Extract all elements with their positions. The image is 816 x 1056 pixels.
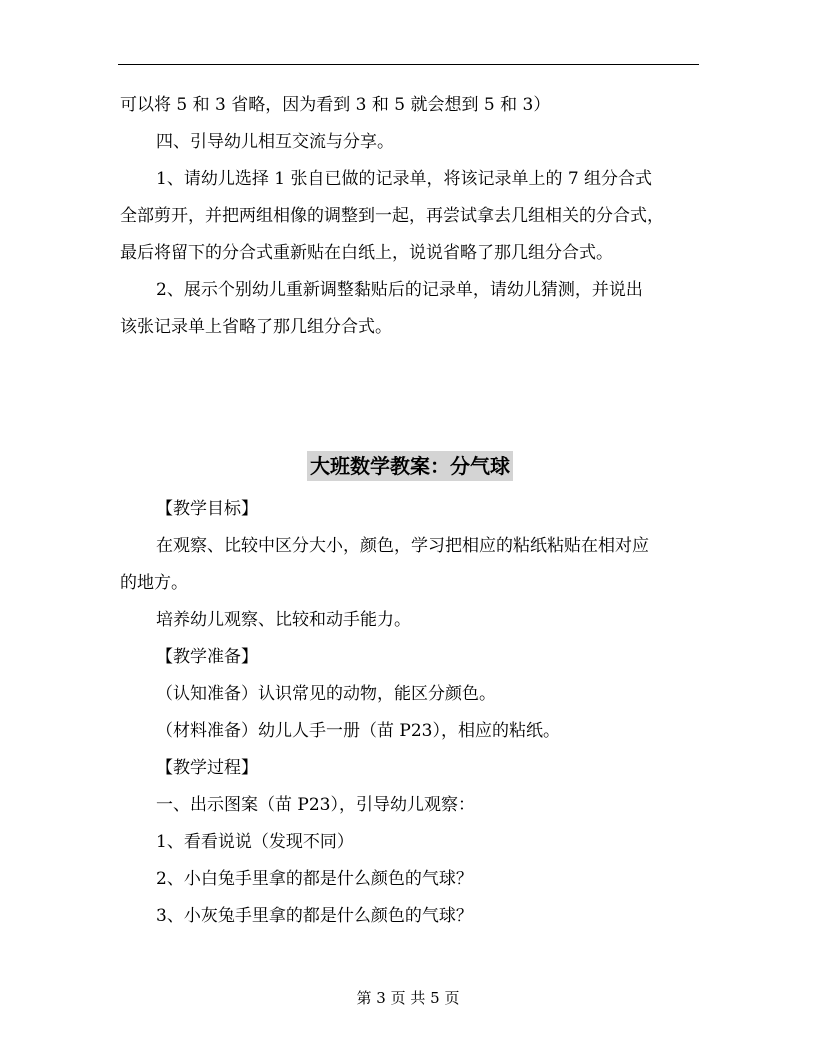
paragraph-line: 在观察、比较中区分大小，颜色，学习把相应的粘纸粘贴在相对应 xyxy=(156,536,649,556)
paragraph-line: 全部剪开，并把两组相像的调整到一起，再尝试拿去几组相关的分合式， xyxy=(120,206,664,226)
paragraph-line: 该张记录单上省略了那几组分合式。 xyxy=(120,317,392,337)
paragraph-line: 四、引导幼儿相互交流与分享。 xyxy=(156,132,394,152)
paragraph-line: （认知准备）认识常见的动物，能区分颜色。 xyxy=(156,684,496,704)
section-heading: 【教学过程】 xyxy=(156,758,258,778)
paragraph-line: 1、请幼儿选择 1 张自已做的记录单，将该记录单上的 7 组分合式 xyxy=(156,169,653,189)
paragraph-line: 3、小灰兔手里拿的都是什么颜色的气球？ xyxy=(156,906,473,926)
section-heading: 【教学目标】 xyxy=(156,499,258,519)
page-number-footer: 第 3 页 共 5 页 xyxy=(356,989,460,1007)
paragraph-line: 可以将 5 和 3 省略，因为看到 3 和 5 就会想到 5 和 3） xyxy=(120,95,551,115)
paragraph-line: 最后将留下的分合式重新贴在白纸上，说说省略了那几组分合式。 xyxy=(120,243,613,263)
document-body xyxy=(120,95,700,943)
paragraph-line: 一、出示图案（苗 P23），引导幼儿观察： xyxy=(156,795,475,815)
section-heading: 【教学准备】 xyxy=(156,647,258,667)
paragraph-line: （材料准备）幼儿人手一册（苗 P23），相应的粘纸。 xyxy=(156,721,560,741)
header-rule xyxy=(118,64,699,65)
section-title: 大班数学教案：分气球 xyxy=(307,451,513,481)
paragraph-line: 2、展示个别幼儿重新调整黏贴后的记录单，请幼儿猜测，并说出 xyxy=(156,280,643,300)
paragraph-line: 2、小白兔手里拿的都是什么颜色的气球？ xyxy=(156,869,473,889)
paragraph-line: 的地方。 xyxy=(120,573,188,593)
section-title-row xyxy=(120,451,700,499)
paragraph-line: 培养幼儿观察、比较和动手能力。 xyxy=(156,610,411,630)
paragraph-line: 1、看看说说（发现不同） xyxy=(156,832,354,852)
section-spacer xyxy=(120,354,700,451)
